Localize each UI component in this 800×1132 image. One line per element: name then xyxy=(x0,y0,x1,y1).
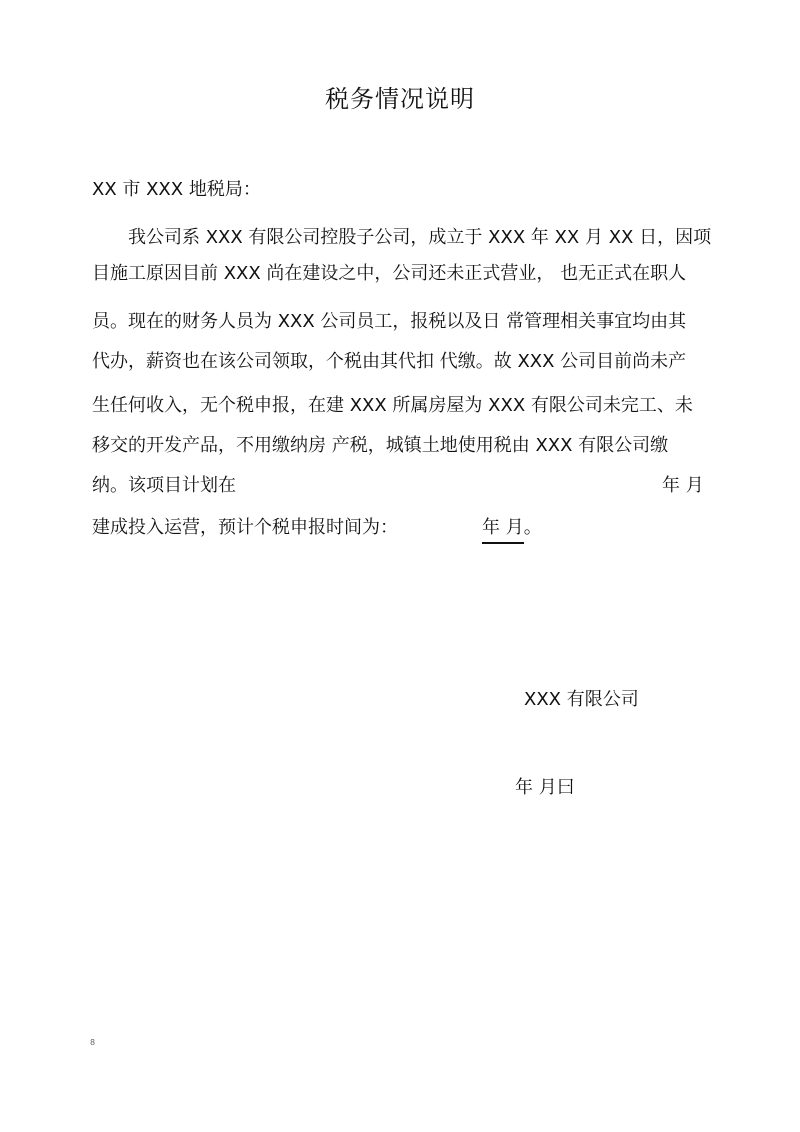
body-line-3: 员。现在的财务人员为 XXX 公司员工，报税以及日 常管理相关事宜均由其 xyxy=(92,311,687,332)
body-line-2: 目施工原因目前 XXX 尚在建设之中，公司还未正式营业， 也无正式在职人 xyxy=(92,263,687,284)
document-title: 税务情况说明 xyxy=(325,85,475,113)
signature-company: XXX 有限公司 xyxy=(524,689,639,710)
body-line-6: 移交的开发产品，不用缴纳房 产税，城镇土地使用税由 XXX 有限公司缴 xyxy=(92,435,669,456)
filing-year-month: 年 月 xyxy=(482,516,524,544)
salutation: XX 市 XXX 地税局： xyxy=(92,179,261,200)
period-mark: 。 xyxy=(523,517,542,538)
signature-date: 年 月曰 xyxy=(515,777,575,798)
page-footnote: 8 xyxy=(90,1038,96,1047)
body-line-8 xyxy=(92,516,542,544)
body-line-7: 纳。该项目计划在 xyxy=(92,475,236,496)
body-line-5: 生任何收入，无个税申报，在建 XXX 所属房屋为 XXX 有限公司未完工、未 xyxy=(92,395,693,416)
body-line-4: 代办，薪资也在该公司领取，个税由其代扣 代缴。故 XXX 公司目前尚未产 xyxy=(92,351,687,372)
body-line-8-text: 建成投入运营，预计个税申报时间为： xyxy=(92,517,398,538)
body-line-1: 我公司系 XXX 有限公司控股子公司，成立于 XXX 年 XX 月 XX 日，因项 xyxy=(128,227,712,248)
plan-year-month: 年 月 xyxy=(662,475,704,496)
